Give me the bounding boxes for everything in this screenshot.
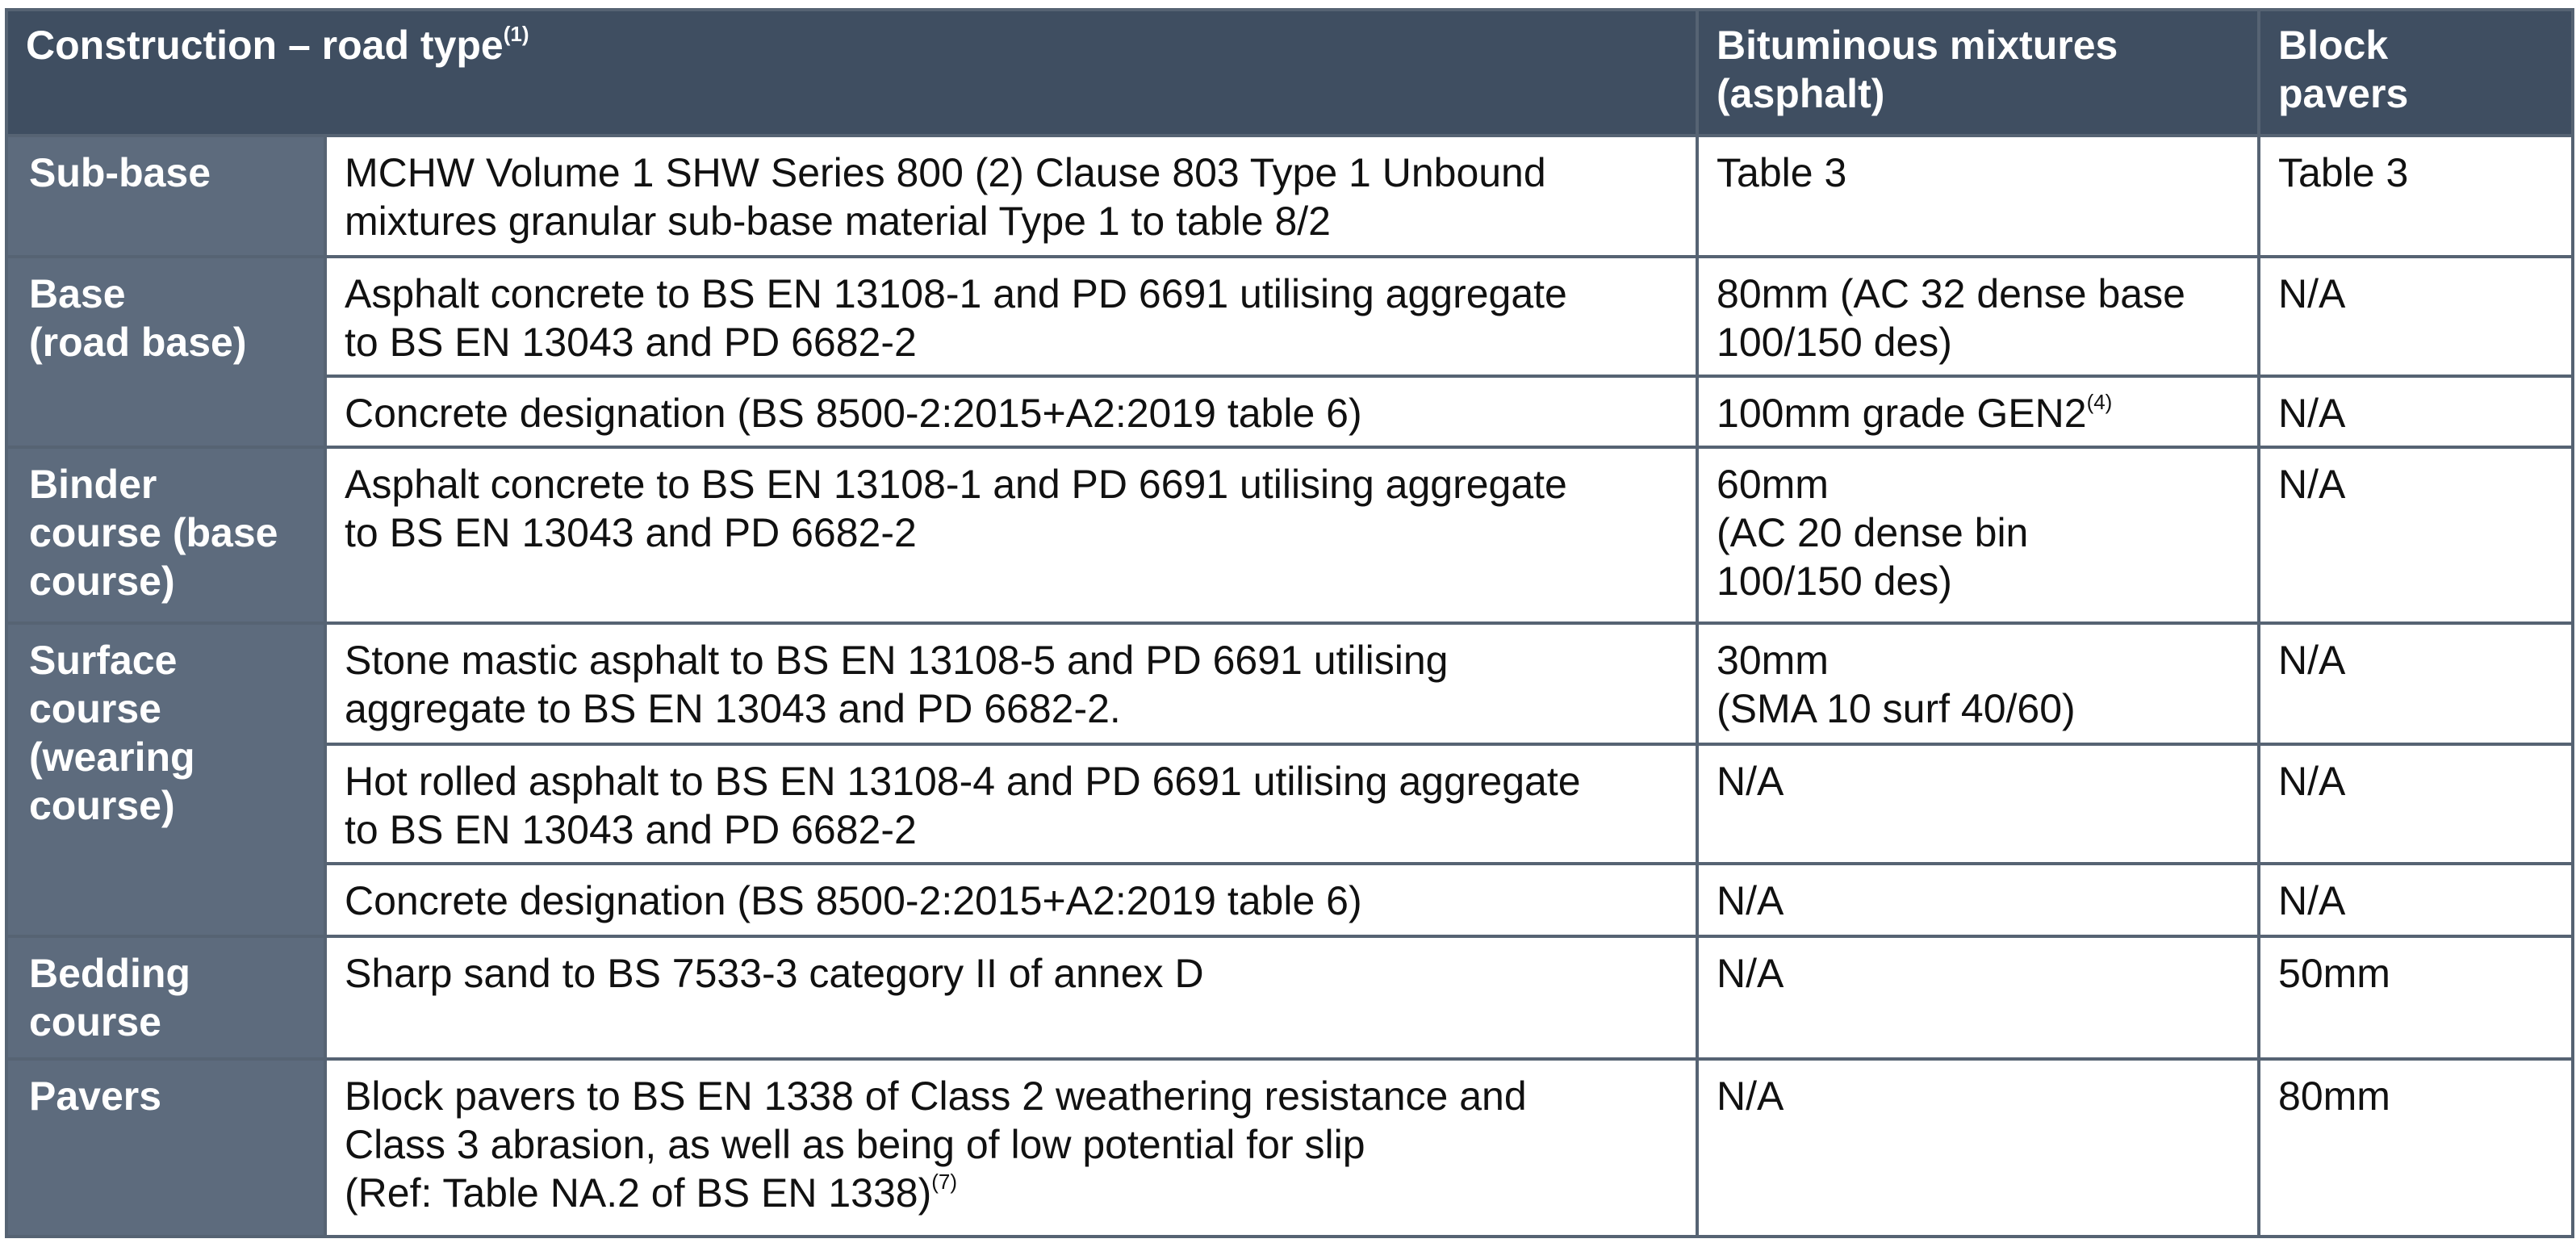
- bituminous-cell: [1697, 136, 2259, 257]
- table-row-bedding-course: [6, 936, 2573, 1059]
- header-bituminous-line: Bituminous mixtures: [1717, 23, 2118, 68]
- block-pavers-cell: [2259, 623, 2573, 744]
- layer-surface-course: [6, 623, 325, 936]
- layer-label: Pavers: [29, 1074, 162, 1119]
- bituminous-value: N/A: [1717, 951, 1784, 996]
- bituminous-value: (AC 20 dense bin: [1717, 510, 2029, 555]
- block-pavers-value: N/A: [2278, 638, 2346, 683]
- block-pavers-value: N/A: [2278, 759, 2346, 804]
- block-pavers-value: Table 3: [2278, 150, 2409, 195]
- block-pavers-cell: [2259, 1059, 2573, 1237]
- bituminous-value: 30mm: [1717, 638, 1829, 683]
- layer-binder-course: [6, 447, 325, 623]
- block-pavers-cell: [2259, 257, 2573, 376]
- header-block-line: Block: [2278, 23, 2389, 68]
- spec-cell: [325, 1059, 1697, 1237]
- bituminous-cell: [1697, 864, 2259, 936]
- spec-line: to BS EN 13043 and PD 6682-2: [345, 320, 917, 365]
- spec-line: [345, 1169, 1679, 1217]
- spec-line: to BS EN 13043 and PD 6682-2: [345, 807, 917, 852]
- table-row-base: [6, 257, 2573, 376]
- block-pavers-cell: [2259, 376, 2573, 447]
- header-construction-road-type: [6, 10, 1697, 136]
- layer-label: (road base): [29, 320, 247, 365]
- layer-base: [6, 257, 325, 447]
- spec-cell: [325, 623, 1697, 744]
- layer-label: Base: [29, 271, 126, 316]
- layer-label: (wearing: [29, 734, 195, 780]
- bituminous-cell: [1697, 447, 2259, 623]
- spec-line: Asphalt concrete to BS EN 13108-1 and PD 6691 utilising aggregate: [345, 271, 1567, 316]
- spec-reference: (Ref: Table NA.2 of BS EN 1338): [345, 1170, 932, 1216]
- layer-label: course: [29, 686, 161, 731]
- table-row-surface-course: [6, 623, 2573, 744]
- table-row-binder-course: [6, 447, 2573, 623]
- layer-label: Surface: [29, 638, 178, 683]
- spec-line: Asphalt concrete to BS EN 13108-1 and PD 6691 utilising aggregate: [345, 462, 1567, 507]
- layer-label: Bedding: [29, 951, 190, 996]
- table-header-row: [6, 10, 2573, 136]
- block-pavers-cell: [2259, 744, 2573, 864]
- spec-line: Concrete designation (BS 8500-2:2015+A2:2019 table 6): [345, 878, 1362, 923]
- block-pavers-cell: [2259, 136, 2573, 257]
- layer-label: course: [29, 999, 161, 1044]
- spec-cell: [325, 257, 1697, 376]
- layer-label: Binder: [29, 462, 157, 507]
- bituminous-value: 80mm (AC 32 dense base: [1717, 271, 2185, 316]
- header-block-line: pavers: [2278, 71, 2409, 116]
- bituminous-cell: [1697, 1059, 2259, 1237]
- bituminous-cell: [1697, 623, 2259, 744]
- spec-line: Stone mastic asphalt to BS EN 13108-5 and PD 6691 utilising: [345, 638, 1449, 683]
- spec-line: Sharp sand to BS 7533-3 category II of annex D: [345, 951, 1204, 996]
- bituminous-cell: [1697, 257, 2259, 376]
- bituminous-value: 100mm grade GEN2: [1717, 391, 2087, 436]
- bituminous-value: N/A: [1717, 878, 1784, 923]
- footnote-marker: (7): [931, 1170, 958, 1194]
- spec-cell: [325, 864, 1697, 936]
- bituminous-cell: [1697, 376, 2259, 447]
- spec-cell: [325, 936, 1697, 1059]
- bituminous-value: N/A: [1717, 759, 1784, 804]
- footnote-marker: (4): [2086, 390, 2113, 414]
- block-pavers-value: N/A: [2278, 271, 2346, 316]
- layer-label: Sub-base: [29, 150, 211, 195]
- block-pavers-value: N/A: [2278, 878, 2346, 923]
- footnote-marker: (1): [503, 22, 529, 46]
- layer-pavers: [6, 1059, 325, 1237]
- spec-line: Class 3 abrasion, as well as being of low potential for slip: [345, 1122, 1365, 1167]
- bituminous-cell: [1697, 936, 2259, 1059]
- spec-line: aggregate to BS EN 13043 and PD 6682-2.: [345, 686, 1121, 731]
- block-pavers-value: N/A: [2278, 462, 2346, 507]
- spec-line: to BS EN 13043 and PD 6682-2: [345, 510, 917, 555]
- spec-cell: [325, 447, 1697, 623]
- layer-label: course): [29, 783, 175, 828]
- layer-sub-base: [6, 136, 325, 257]
- bituminous-value: Table 3: [1717, 150, 1847, 195]
- block-pavers-cell: [2259, 864, 2573, 936]
- road-construction-table: [5, 8, 2574, 1238]
- layer-label: course): [29, 559, 175, 604]
- spec-line: mixtures granular sub-base material Type 1 to table 8/2: [345, 199, 1331, 244]
- spec-cell: [325, 136, 1697, 257]
- layer-label: course (base: [29, 510, 278, 555]
- table-row-base-concrete: [6, 376, 2573, 447]
- spec-line: Concrete designation (BS 8500-2:2015+A2:2019 table 6): [345, 391, 1362, 436]
- header-bituminous-line: (asphalt): [1717, 71, 1885, 116]
- header-block-pavers: [2259, 10, 2573, 136]
- block-pavers-cell: [2259, 447, 2573, 623]
- table-row-sub-base: [6, 136, 2573, 257]
- table-row-surface-concrete: [6, 864, 2573, 936]
- block-pavers-value: 50mm: [2278, 951, 2390, 996]
- bituminous-value: (SMA 10 surf 40/60): [1717, 686, 2076, 731]
- spec-line: MCHW Volume 1 SHW Series 800 (2) Clause 803 Type 1 Unbound: [345, 150, 1546, 195]
- table-row-pavers: [6, 1059, 2573, 1237]
- bituminous-cell: [1697, 744, 2259, 864]
- block-pavers-value: 80mm: [2278, 1074, 2390, 1119]
- spec-cell: [325, 744, 1697, 864]
- table-row-surface-hra: [6, 744, 2573, 864]
- bituminous-value: 60mm: [1717, 462, 1829, 507]
- bituminous-value: N/A: [1717, 1074, 1784, 1119]
- bituminous-value: 100/150 des): [1717, 320, 1952, 365]
- bituminous-value: 100/150 des): [1717, 559, 1952, 604]
- block-pavers-cell: [2259, 936, 2573, 1059]
- layer-bedding-course: [6, 936, 325, 1059]
- header-bituminous-mixtures: [1697, 10, 2259, 136]
- spec-line: Hot rolled asphalt to BS EN 13108-4 and PD 6691 utilising aggregate: [345, 759, 1581, 804]
- specification-table-container: [5, 8, 2571, 1235]
- header-construction-label: Construction – road type: [26, 23, 504, 68]
- spec-cell: [325, 376, 1697, 447]
- spec-line: Block pavers to BS EN 1338 of Class 2 weathering resistance and: [345, 1074, 1527, 1119]
- block-pavers-value: N/A: [2278, 391, 2346, 436]
